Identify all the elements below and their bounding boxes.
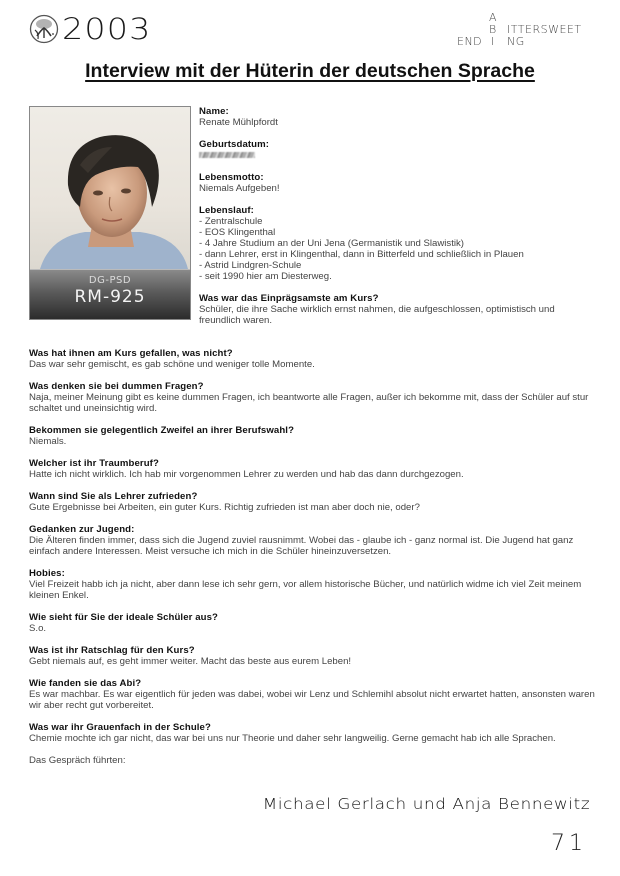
qa-item bbox=[29, 612, 595, 634]
question: Was ist ihr Ratschlag für den Kurs? bbox=[29, 645, 195, 656]
tree-circle-logo-icon bbox=[29, 14, 59, 44]
qa-item bbox=[29, 381, 595, 414]
question: Hobies: bbox=[29, 568, 65, 579]
caption-id: RM-925 bbox=[74, 287, 146, 307]
page-title: Interview mit der Hüterin der deutschen Sprache bbox=[85, 60, 535, 82]
portrait-photo bbox=[30, 107, 190, 269]
name-value: Renate Mühlpfordt bbox=[199, 117, 278, 128]
motto-value: Niemals Aufgeben! bbox=[199, 183, 280, 194]
answer: Chemie mochte ich gar nicht, das war bei uns nur Theorie und daher sehr langweilig. Gerne gemacht hab ich alle Sprachen. bbox=[29, 733, 556, 744]
profile-memorable bbox=[199, 293, 594, 326]
qa-item bbox=[29, 722, 595, 744]
qa-item bbox=[29, 491, 595, 513]
interviewers-label: Das Gespräch führten: bbox=[29, 755, 126, 766]
photo-caption bbox=[30, 269, 190, 320]
profile-name bbox=[199, 106, 594, 128]
yearbook-year: 2003 bbox=[62, 12, 152, 46]
question: Was war ihr Grauenfach in der Schule? bbox=[29, 722, 211, 733]
tagline-letter-b: B bbox=[489, 23, 497, 36]
profile-birthdate bbox=[199, 139, 594, 161]
question: Wann sind Sie als Lehrer zufrieden? bbox=[29, 491, 198, 502]
name-label: Name: bbox=[199, 106, 229, 117]
cv-item: - 4 Jahre Studium an der Uni Jena (Germanistik und Slawistik) bbox=[199, 238, 465, 249]
cv-item: - Astrid Lindgren-Schule bbox=[199, 260, 302, 271]
birthdate-label: Geburtsdatum: bbox=[199, 139, 270, 150]
page-number: 71 bbox=[551, 831, 587, 856]
cv-item: - dann Lehrer, erst in Klingenthal, dann in Bitterfeld und schließlich in Plauen bbox=[199, 249, 524, 260]
question: Was war das Einprägsamste am Kurs? bbox=[199, 293, 379, 304]
photo-card bbox=[29, 106, 191, 320]
answer: S.o. bbox=[29, 623, 47, 634]
answer: Das war sehr gemischt, es gab schöne und weniger tolle Momente. bbox=[29, 359, 315, 370]
question: Was denken sie bei dummen Fragen? bbox=[29, 381, 204, 392]
profile-motto bbox=[199, 172, 594, 194]
answer: Hatte ich nicht wirklich. Ich hab mir vorgenommen Lehrer zu werden und hab das dann durchgezogen. bbox=[29, 469, 464, 480]
qa-item bbox=[29, 524, 595, 557]
answer: Gute Ergebnisse bei Arbeiten, ein guter Kurs. Richtig zufrieden ist man aber doch nie, oder? bbox=[29, 502, 420, 513]
qa-item bbox=[29, 425, 595, 447]
interview-qa bbox=[29, 348, 595, 766]
cv-item: - Zentralschule bbox=[199, 216, 263, 227]
answer: Schüler, die ihre Sache wirklich ernst nahmen, die aufgeschlossen, optimistisch und freundlich waren. bbox=[199, 304, 555, 326]
answer: Niemals. bbox=[29, 436, 67, 447]
cv-label: Lebenslauf: bbox=[199, 205, 254, 216]
question: Bekommen sie gelegentlich Zweifel an ihrer Berufswahl? bbox=[29, 425, 295, 436]
question: Wie fanden sie das Abi? bbox=[29, 678, 142, 689]
interviewers-names: Michael Gerlach und Anja Bennewitz bbox=[262, 795, 590, 813]
qa-item bbox=[29, 568, 595, 601]
qa-item bbox=[29, 645, 595, 667]
question: Welcher ist ihr Traumberuf? bbox=[29, 458, 159, 469]
answer: Es war machbar. Es war eigentlich für jeden was dabei, wobei wir Lenz und Schlemihl absolut nicht erwartet hatten, ansonsten waren wir aber recht gut vorbereitet. bbox=[29, 689, 595, 711]
qa-item bbox=[29, 458, 595, 480]
answer: Die Älteren finden immer, dass sich die Jugend zuviel rausnimmt. Wobei das - glaube ich - ganz normal ist. Die Jugend hat ganz einfach andere Interessen. Meist versuche ich mich in die Schüler hineinzuversetzen. bbox=[29, 535, 574, 557]
qa-item bbox=[29, 348, 595, 370]
tagline-letter-a: A bbox=[489, 11, 498, 24]
qa-item bbox=[29, 678, 595, 711]
tagline-letter-i: I bbox=[491, 35, 495, 48]
cv-list bbox=[199, 216, 594, 282]
redacted-birthdate bbox=[199, 152, 255, 158]
tagline-end: END bbox=[457, 35, 483, 48]
answer: Gebt niemals auf, es geht immer weiter. Macht das beste aus eurem Leben! bbox=[29, 656, 352, 667]
tagline-bittersweet: ITTERSWEET bbox=[507, 23, 582, 36]
question: Gedanken zur Jugend: bbox=[29, 524, 135, 535]
cv-item: - seit 1990 hier am Diesterweg. bbox=[199, 271, 332, 282]
interviewers-label-block bbox=[29, 755, 595, 766]
motto-label: Lebensmotto: bbox=[199, 172, 264, 183]
answer: Viel Freizeit habb ich ja nicht, aber dann lese ich sehr gern, vor allem historische Bücher, und natürlich widme ich viel Zeit meinem kleinen Enkel. bbox=[29, 579, 582, 601]
question: Wie sieht für Sie der ideale Schüler aus? bbox=[29, 612, 219, 623]
caption-course-code: DG-PSD bbox=[88, 275, 132, 286]
profile-cv bbox=[199, 205, 594, 282]
answer: Naja, meiner Meinung gibt es keine dummen Fragen, ich beantworte alle Fragen, außer ich bekomme mit, dass der Schüler auf stur schaltet und uneinsichtig wird. bbox=[29, 392, 589, 414]
cv-item: - EOS Klingenthal bbox=[199, 227, 276, 238]
question: Was hat ihnen am Kurs gefallen, was nicht? bbox=[29, 348, 233, 359]
tagline-ng: NG bbox=[507, 35, 525, 48]
profile-section bbox=[199, 106, 594, 326]
